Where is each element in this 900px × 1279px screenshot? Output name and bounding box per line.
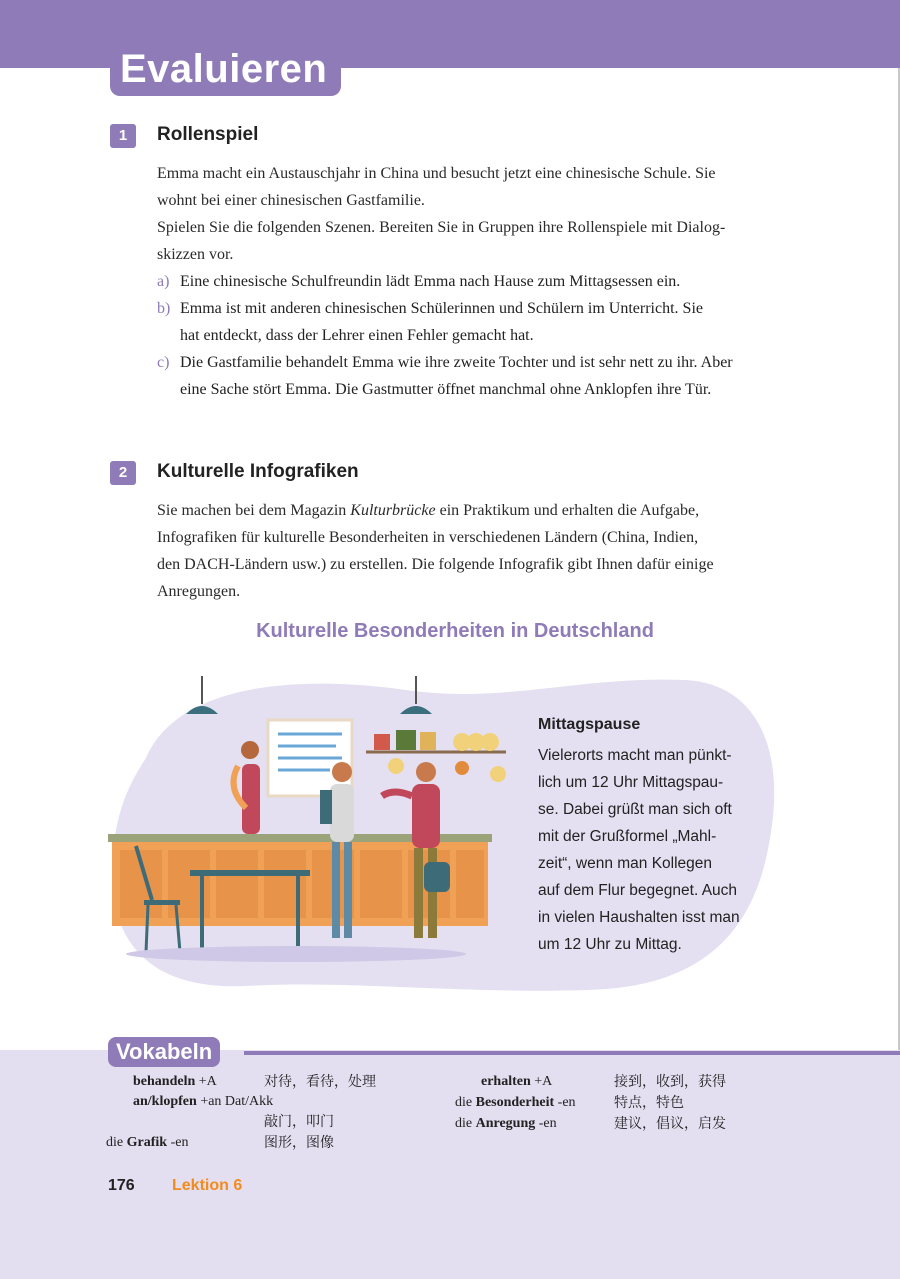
scene-line: Die Gastfamilie behandelt Emma wie ihre zweite Tochter und ist sehr nett zu ihr. Aber xyxy=(180,354,733,371)
scene-item-b xyxy=(157,295,787,349)
text-run: Sie machen bei dem Magazin xyxy=(157,502,351,519)
vocab-suffix: -en xyxy=(554,1095,576,1110)
vocab-term xyxy=(481,1072,552,1092)
vocab-article: die xyxy=(455,1095,476,1110)
vocab-article: die xyxy=(455,1116,476,1131)
infographic-side-title: Mittagspause xyxy=(538,716,641,733)
vocab-suffix: +an Dat/Akk xyxy=(196,1094,274,1109)
vocab-term xyxy=(133,1072,217,1092)
vocab-suffix: -en xyxy=(535,1116,557,1131)
scene-item-a xyxy=(157,268,787,295)
side-line: Vielerorts macht man pünkt- xyxy=(538,747,732,764)
scene-line: Emma ist mit anderen chinesischen Schülerinnen und Schülern im Unterricht. Sie xyxy=(180,300,703,317)
vocab-suffix: +A xyxy=(530,1074,553,1089)
side-line: se. Dabei grüßt man sich oft xyxy=(538,801,732,818)
vocab-suffix: -en xyxy=(167,1135,189,1150)
vocab-translation: 特点，特色 xyxy=(614,1095,684,1111)
section-2-title: Kulturelle Infografiken xyxy=(157,461,359,482)
side-line: um 12 Uhr zu Mittag. xyxy=(538,936,682,953)
scene-letter: c) xyxy=(157,354,170,371)
side-line: mit der Grußformel „Mahl- xyxy=(538,828,717,845)
vocab-translation: 接到，收到，获得 xyxy=(614,1074,726,1090)
scene-list xyxy=(157,268,787,403)
vocabulary-rule xyxy=(244,1051,900,1055)
side-line: zeit“, wenn man Kollegen xyxy=(538,855,713,872)
vocab-word: behandeln xyxy=(133,1074,196,1089)
side-line: auf dem Flur begegnet. Auch xyxy=(538,882,738,899)
scene-letter: b) xyxy=(157,300,171,317)
intro-line: Emma macht ein Austauschjahr in China und besucht jetzt eine chinesische Schule. Sie xyxy=(157,165,716,182)
intro-line: wohnt bei einer chinesischen Gastfamilie. xyxy=(157,192,425,209)
section-1-number: 1 xyxy=(110,124,136,148)
side-line: in vielen Haushalten isst man xyxy=(538,909,740,926)
vocab-term xyxy=(455,1114,557,1134)
vocab-translation: 敲门，叩门 xyxy=(264,1114,334,1130)
intro-line: Spielen Sie die folgenden Szenen. Bereiten Sie in Gruppen ihre Rollenspiele mit Dialog- xyxy=(157,219,726,236)
lektion-label: Lektion 6 xyxy=(172,1177,243,1194)
vocab-suffix: +A xyxy=(195,1074,217,1089)
vocab-term xyxy=(455,1093,576,1113)
vocab-term xyxy=(133,1092,273,1112)
infographic-side-text xyxy=(538,742,766,958)
vocab-word: Grafik xyxy=(126,1135,168,1150)
section-2-line: den DACH-Ländern usw.) zu erstellen. Die folgende Infografik gibt Ihnen dafür einige xyxy=(157,556,714,573)
magazine-name: Kulturbrücke xyxy=(350,502,436,519)
vocabulary-label: Vokabeln xyxy=(108,1037,220,1067)
scene-letter: a) xyxy=(157,273,170,290)
section-2-line: Anregungen. xyxy=(157,583,241,600)
section-2-number: 2 xyxy=(110,461,136,485)
vocab-word: Besonderheit xyxy=(475,1095,555,1110)
scene-item-c xyxy=(157,349,787,403)
vocab-article: die xyxy=(106,1135,127,1150)
section-2-text xyxy=(157,497,787,605)
text-run: ein Praktikum und erhalten die Aufgabe, xyxy=(435,502,700,519)
section-1-title: Rollenspiel xyxy=(157,124,259,145)
side-line: lich um 12 Uhr Mittagspau- xyxy=(538,774,724,791)
intro-line: skizzen vor. xyxy=(157,246,234,263)
infographic-title: Kulturelle Besonderheiten in Deutschland xyxy=(256,620,654,642)
scene-line: Eine chinesische Schulfreundin lädt Emma nach Hause zum Mittagsessen ein. xyxy=(180,273,681,290)
vocab-translation: 建议，倡议，启发 xyxy=(614,1116,726,1132)
page-number: 176 xyxy=(108,1177,135,1194)
page-title: Evaluieren xyxy=(110,42,341,96)
section-2-line xyxy=(157,497,787,524)
vocab-word: an/klopfen xyxy=(133,1094,197,1109)
vocab-word: Anregung xyxy=(475,1116,536,1131)
section-2-line: Infografiken für kulturelle Besonderheiten in verschiedenen Ländern (China, Indien, xyxy=(157,529,699,546)
scene-line: eine Sache stört Emma. Die Gastmutter öffnet manchmal ohne Anklopfen ihre Tür. xyxy=(180,381,712,398)
section-1-intro xyxy=(157,160,787,268)
vocab-translation: 对待，看待，处理 xyxy=(264,1074,376,1090)
vocab-translation: 图形，图像 xyxy=(264,1135,334,1151)
vocab-term xyxy=(106,1133,188,1153)
vocab-word: erhalten xyxy=(481,1074,531,1089)
scene-line: hat entdeckt, dass der Lehrer einen Fehler gemacht hat. xyxy=(180,327,534,344)
